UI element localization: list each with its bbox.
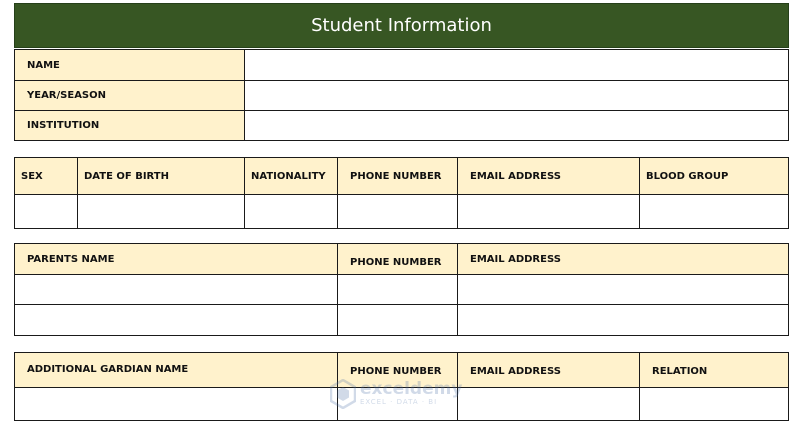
parents-phone-field-1[interactable] [337,274,458,305]
parents-phone-field-2[interactable] [337,304,458,336]
institution-field[interactable] [244,110,789,141]
guardian-phone-field[interactable] [337,387,458,421]
guardian-email-field[interactable] [457,387,640,421]
parents-name-header: PARENTS NAME [14,243,338,275]
blood-group-header: BLOOD GROUP [639,157,789,195]
date-of-birth-header: DATE OF BIRTH [77,157,245,195]
institution-label: INSTITUTION [14,110,245,141]
sex-header: SEX [14,157,78,195]
phone-number-header: PHONE NUMBER [337,157,458,195]
guardian-relation-field[interactable] [639,387,789,421]
email-address-field[interactable] [457,194,640,229]
page-title: Student Information [14,3,789,48]
name-field[interactable] [244,49,789,81]
date-of-birth-field[interactable] [77,194,245,229]
guardian-name-header: ADDITIONAL GARDIAN NAME [14,352,338,388]
phone-number-field[interactable] [337,194,458,229]
parents-email-header: EMAIL ADDRESS [457,243,789,275]
year-season-field[interactable] [244,80,789,111]
nationality-field[interactable] [244,194,338,229]
watermark-name: exceldemy [360,379,463,399]
parents-phone-header: PHONE NUMBER [337,243,458,275]
parents-email-field-2[interactable] [457,304,789,336]
guardian-phone-header: PHONE NUMBER [337,352,458,388]
year-season-label: YEAR/SEASON [14,80,245,111]
parents-name-field-1[interactable] [14,274,338,305]
parents-name-field-2[interactable] [14,304,338,336]
sex-field[interactable] [14,194,78,229]
nationality-header: NATIONALITY [244,157,338,195]
guardian-name-field[interactable] [14,387,338,421]
parents-email-field-1[interactable] [457,274,789,305]
guardian-relation-header: RELATION [639,352,789,388]
guardian-email-header: EMAIL ADDRESS [457,352,640,388]
name-label: NAME [14,49,245,81]
blood-group-field[interactable] [639,194,789,229]
email-address-header: EMAIL ADDRESS [457,157,640,195]
watermark-tagline: EXCEL · DATA · BI [360,398,438,406]
